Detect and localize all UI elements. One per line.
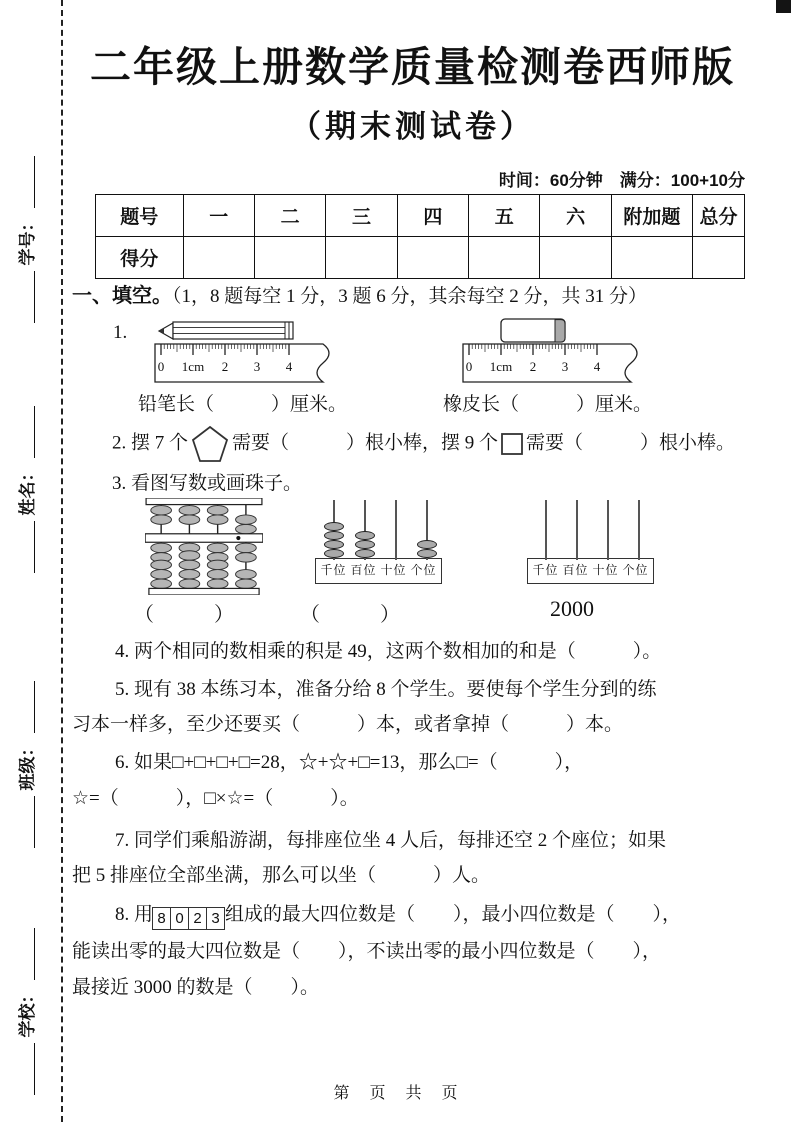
question-2-text: 2. 摆 7 个 xyxy=(112,432,189,454)
digit-card: 8 xyxy=(152,907,171,930)
table-header-cell: 二 xyxy=(254,195,325,237)
margin-field-label: 学号： xyxy=(18,214,37,266)
place-value-labels: 千位 百位 十位 个位 xyxy=(315,558,442,584)
question-3-answer-2: （ ） xyxy=(300,604,400,626)
pencil-caption: 铅笔长（ ）厘米。 xyxy=(138,394,348,415)
blank-line xyxy=(34,522,35,574)
suanpan-abacus xyxy=(145,498,263,600)
abacus-bead xyxy=(417,549,437,558)
abacus-bead xyxy=(324,522,344,531)
pentagon-icon xyxy=(190,424,230,464)
svg-text:1cm: 1cm xyxy=(181,359,205,374)
margin-field-label: 班级： xyxy=(18,739,37,791)
question-3-answer-3: 2000 xyxy=(550,596,594,621)
score-cell xyxy=(326,237,397,279)
abacus-rod xyxy=(638,500,640,560)
score-row-label: 得分 xyxy=(96,237,184,279)
score-cell xyxy=(692,237,744,279)
score-cell xyxy=(469,237,540,279)
blank-line xyxy=(34,407,35,459)
abacus-bead xyxy=(355,549,375,558)
abacus-rod xyxy=(576,500,578,560)
svg-text:0: 0 xyxy=(465,359,473,374)
digit-card: 0 xyxy=(170,907,189,930)
abacus-bead xyxy=(324,549,344,558)
table-header-cell: 总分 xyxy=(692,195,744,237)
square-icon xyxy=(500,432,524,456)
place-value-abacus-empty xyxy=(527,500,655,592)
ruler xyxy=(455,314,645,388)
svg-text:3: 3 xyxy=(561,359,569,374)
corner-mark xyxy=(776,0,791,13)
svg-text:2: 2 xyxy=(221,359,229,374)
score-cell xyxy=(183,237,254,279)
digit-card: 3 xyxy=(206,907,225,930)
margin-field-student-id xyxy=(9,145,39,335)
section-title: 一、填空。 xyxy=(72,285,172,307)
abacus-bead xyxy=(355,531,375,540)
score-table xyxy=(95,194,745,279)
score-cell xyxy=(611,237,692,279)
question-2-text: 需要（ ）根小棒，摆 9 个 xyxy=(232,432,499,454)
section-heading xyxy=(72,283,753,310)
question-5-line1: 5. 现有 38 本练习本，准备分给 8 个学生。要使每个学生分到的练 xyxy=(115,679,657,700)
question-2 xyxy=(112,424,753,464)
svg-text:1cm: 1cm xyxy=(489,359,513,374)
question-8-text: 8. 用 xyxy=(115,904,154,925)
abacus-rod xyxy=(545,500,547,560)
abacus-top-rail xyxy=(146,498,262,505)
question-3-title: 3. 看图写数或画珠子。 xyxy=(112,473,303,494)
page-title: 二年级上册数学质量检测卷西师版 xyxy=(90,44,735,90)
question-7-line1: 7. 同学们乘船游湖，每排座位坐 4 人后，每排还空 2 个座位；如果 xyxy=(115,830,667,851)
question-6-line1: 6. 如果□+□+□+□=28，☆+☆+□=13，那么□=（ ）， xyxy=(115,752,584,773)
place-value-abacus xyxy=(315,500,443,592)
score-cell xyxy=(397,237,468,279)
blank-line xyxy=(34,797,35,849)
pencil-ruler-figure xyxy=(147,314,337,393)
table-header-cell: 一 xyxy=(183,195,254,237)
question-8-line3: 最接近 3000 的数是（ ）。 xyxy=(72,977,320,998)
eraser-ruler-figure xyxy=(455,314,645,393)
blank-line xyxy=(34,929,35,981)
abacus-bottom-rail xyxy=(149,588,259,595)
exam-info: 时间：60分钟 满分：100+10分 xyxy=(498,171,745,190)
page-footer: 第 页 共 页 xyxy=(333,1085,460,1102)
section-note: （1，8 题每空 1 分，3 题 6 分，其余每空 2 分，共 31 分） xyxy=(172,286,648,307)
question-6-line2: ☆=（ ），□×☆=（ ）。 xyxy=(72,788,359,809)
svg-text:4: 4 xyxy=(593,359,601,374)
eraser-caption: 橡皮长（ ）厘米。 xyxy=(443,394,653,415)
svg-text:2: 2 xyxy=(529,359,537,374)
place-value-labels: 千位 百位 十位 个位 xyxy=(527,558,654,584)
question-5-line2: 习本一样多，至少还要买（ ）本，或者拿掉（ ）本。 xyxy=(72,714,624,735)
table-header-cell: 六 xyxy=(540,195,611,237)
table-header-cell: 五 xyxy=(469,195,540,237)
question-8-line1 xyxy=(72,901,753,930)
abacus-bead xyxy=(324,531,344,540)
question-8-text: 组成的最大四位数是（ ），最小四位数是（ ）， xyxy=(225,904,682,925)
score-cell xyxy=(254,237,325,279)
table-header-cell: 三 xyxy=(326,195,397,237)
abacus-rod xyxy=(607,500,609,560)
margin-field-label: 姓名： xyxy=(18,464,37,516)
question-2-text: 需要（ ）根小棒。 xyxy=(526,432,736,454)
question-7-line2: 把 5 排座位全部坐满，那么可以坐（ ）人。 xyxy=(72,865,491,886)
question-8-line2: 能读出零的最大四位数是（ ），不读出零的最小四位数是（ ）， xyxy=(72,941,662,962)
svg-text:0: 0 xyxy=(157,359,165,374)
table-header-cell: 附加题 xyxy=(611,195,692,237)
question-4: 4. 两个相同的数相乘的积是 49，这两个数相加的和是（ ）。 xyxy=(115,641,662,662)
margin-field-school xyxy=(9,917,39,1107)
table-header-cell: 题号 xyxy=(96,195,184,237)
question-3-answer-1: （ ） xyxy=(134,604,234,626)
beam-dot xyxy=(236,536,240,540)
abacus-rod xyxy=(395,500,397,560)
blank-line xyxy=(34,272,35,324)
table-header-cell: 四 xyxy=(397,195,468,237)
margin-field-name xyxy=(9,395,39,585)
score-cell xyxy=(540,237,611,279)
blank-line xyxy=(34,157,35,209)
margin-field-class xyxy=(9,670,39,860)
blank-line xyxy=(34,682,35,734)
abacus-bead xyxy=(355,540,375,549)
abacus-bead xyxy=(324,540,344,549)
abacus-bead xyxy=(417,540,437,549)
pencil-icon xyxy=(173,322,293,339)
svg-text:4: 4 xyxy=(285,359,293,374)
margin-field-label: 学校： xyxy=(18,986,37,1038)
ruler xyxy=(147,314,337,388)
question-1-number: 1. xyxy=(113,322,128,343)
abacus-beam xyxy=(145,534,263,542)
digit-card: 2 xyxy=(188,907,207,930)
svg-text:3: 3 xyxy=(253,359,261,374)
binding-dashed-line xyxy=(61,0,63,1122)
page-subtitle: （期末测试卷） xyxy=(290,109,535,144)
